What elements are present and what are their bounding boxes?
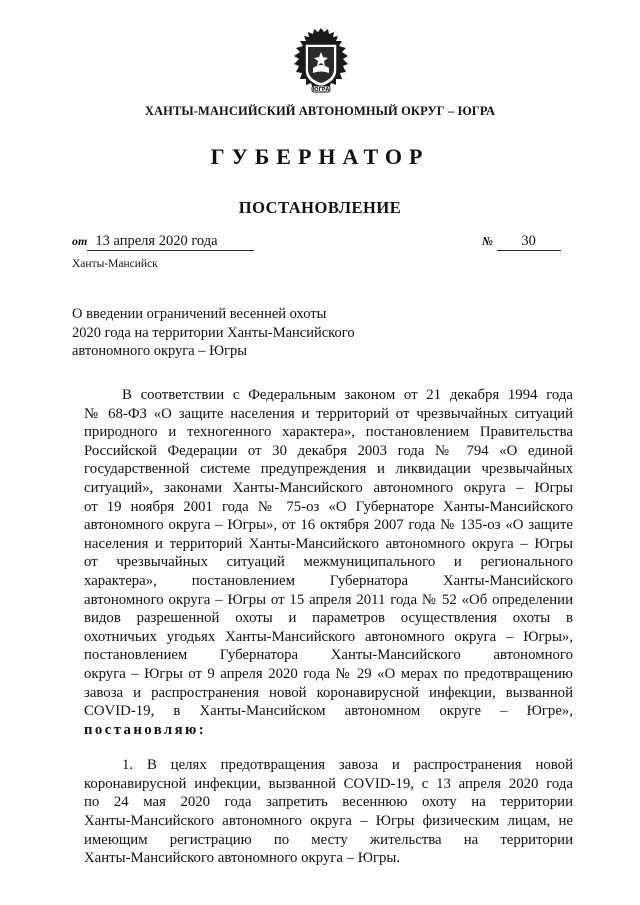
- subject-line: О введении ограничений весенней охоты: [72, 306, 327, 322]
- number-prefix: №: [482, 234, 493, 248]
- preamble-line: округа – Югры от 9 апреля 2020 года № 29 «О мерах по предотвращению: [84, 665, 573, 682]
- preamble-line: завоза и распространения новой коронавирусной инфекции, вызванной: [84, 684, 573, 701]
- preamble-line: видов разрешенной охоты и параметров осуществления охоты в: [84, 610, 573, 627]
- item-line: коронавирусной инфекции, вызванной COVID-19, с 13 апреля 2020 года: [84, 775, 573, 792]
- preamble-line: природного и техногенного характера», постановлением Правительства: [84, 424, 573, 441]
- authority-title: ГУБЕРНАТОР: [210, 144, 430, 169]
- document-type: ПОСТАНОВЛЕНИЕ: [238, 198, 402, 217]
- decree-body: [84, 386, 573, 868]
- decree-number-line: [482, 233, 561, 251]
- subject-line: автономного округа – Югры: [72, 343, 248, 359]
- preamble-line: Российской Федерации от 30 декабря 2003 года № 794 «О единой: [84, 442, 573, 459]
- svg-text:ЮГРА: ЮГРА: [312, 87, 330, 93]
- item-line: по 24 мая 2020 года запретить весеннюю охоту на территории: [84, 794, 573, 811]
- item-line: Ханты-Мансийского автономного округа – Югры физическим лицам, не: [84, 813, 573, 830]
- subject-line: 2020 года на территории Ханты-Мансийского: [72, 324, 355, 341]
- date-prefix: от: [72, 234, 88, 248]
- resolve-word: постановляю:: [84, 721, 207, 738]
- preamble-line: В соответствии с Федеральным законом от 21 декабря 1994 года: [122, 387, 573, 403]
- item-line: Ханты-Мансийского автономного округа – Югры.: [84, 850, 401, 867]
- preamble-line: автономного округа – Югры от 15 апреля 2011 года № 52 «Об определении: [84, 591, 573, 608]
- preamble-line: № 68-ФЗ «О защите населения и территорий от чрезвычайных ситуаций: [84, 405, 573, 422]
- preamble-line: от чрезвычайных ситуаций межмуниципального и регионального: [84, 554, 573, 571]
- preamble-line: характера», постановлением Губернатора Ханты-Мансийского: [84, 572, 573, 589]
- item-line: 1. В целях предотвращения завоза и распространения новой: [122, 757, 573, 774]
- preamble-line: охотничьих угодьях Ханты-Мансийского автономного округа – Югры»,: [84, 628, 573, 645]
- preamble-line: ситуаций», законами Ханты-Мансийского автономного округа – Югры: [84, 479, 573, 496]
- region-title: ХАНТЫ-МАНСИЙСКИЙ АВТОНОМНЫЙ ОКРУГ – ЮГРА: [144, 104, 496, 118]
- item-line: имеющим регистрацию по месту жительства на территории: [84, 831, 573, 848]
- city-name: Ханты-Мансийск: [72, 258, 158, 270]
- preamble-line: COVID-19, в Ханты-Мансийском автономном округе – Югре»,: [84, 703, 573, 720]
- preamble-line: автономного округа – Югры», от 16 октября 2007 года № 135-оз «О защите: [84, 517, 573, 534]
- decree-date-line: [72, 233, 254, 251]
- preamble-line: населения и территорий Ханты-Мансийского автономного округа – Югры: [84, 535, 573, 552]
- preamble-line: постановлением Губернатора Ханты-Мансийского автономного: [84, 647, 573, 664]
- paragraph-gap: [84, 739, 573, 756]
- preamble-line: от 19 ноября 2001 года № 75-оз «О Губернаторе Ханты-Мансийского: [84, 498, 573, 515]
- decree-subject: [72, 305, 392, 361]
- decree-date: 13 апреля 2020 года: [87, 233, 254, 251]
- preamble-line: государственной системе предупреждения и ликвидации чрезвычайных: [84, 461, 573, 478]
- coat-of-arms-icon: [288, 26, 354, 98]
- decree-number: 30: [497, 233, 561, 251]
